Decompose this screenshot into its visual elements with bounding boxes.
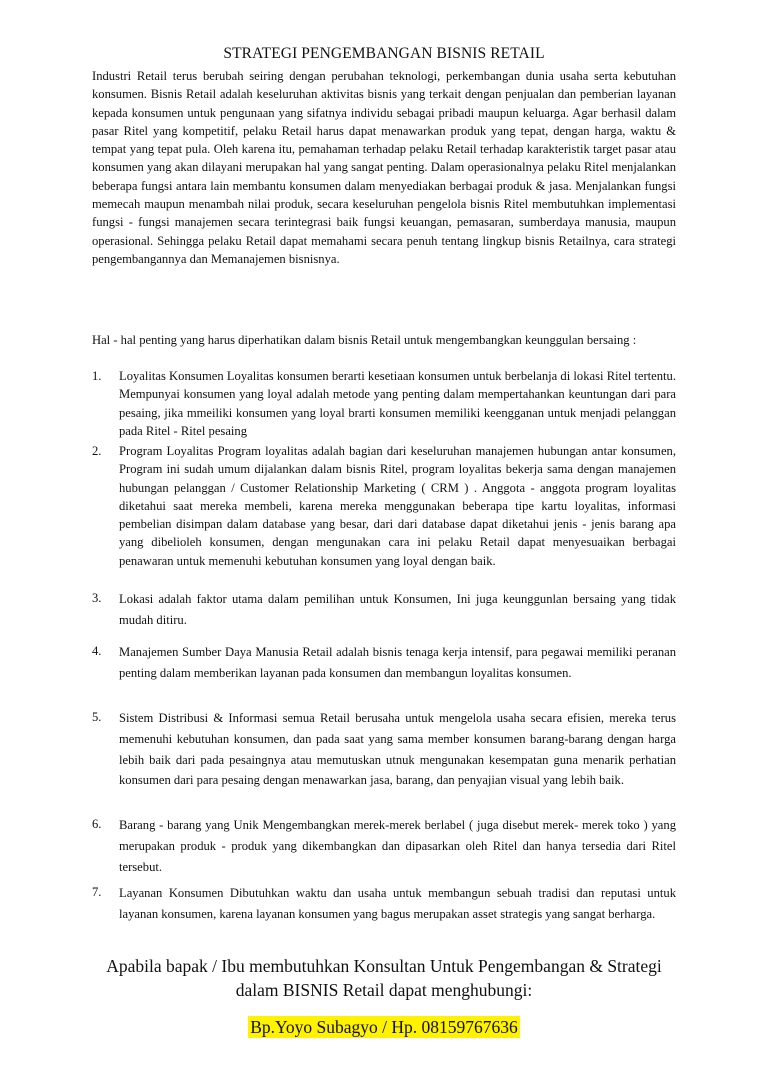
list-item	[92, 815, 676, 877]
list-item-number: 4.	[92, 644, 102, 658]
contact-block	[0, 1016, 768, 1038]
list-item-number: 6.	[92, 817, 102, 831]
list-item-number: 3.	[92, 591, 102, 605]
list-intro-paragraph: Hal - hal penting yang harus diperhatikan dalam bisnis Retail untuk mengembangkan keunggulan bersaing :	[92, 333, 637, 347]
list-item-text: Layanan Konsumen Dibutuhkan waktu dan usaha untuk membangun sebuah tradisi dan reputasi untuk layanan konsumen, karena layanan konsumen yang bagus merupakan asset strategis yang sangat berharga.	[119, 886, 676, 921]
list-item-number: 1.	[92, 369, 102, 383]
list-item	[92, 442, 676, 570]
list-item	[92, 642, 676, 684]
list-item-text: Sistem Distribusi & Informasi semua Retail berusaha untuk mengelola usaha secara efisien, mereka terus memenuhi kebutuhan konsumen, dan pada saat yang sama member konsumen barang-barang dengan harga lebih baik dari pada pesaingnya atau memutuskan utnuk mengunakan kesempatan guna menarik perhatian konsumen dari para pesaing dengan menawarkan jasa, barang, dan penyajian visual yang lebih baik.	[119, 711, 676, 788]
list-item	[92, 883, 676, 925]
list-item	[92, 367, 676, 440]
intro-paragraph: Industri Retail terus berubah seiring dengan perubahan teknologi, perkembangan dunia usaha serta kebutuhan konsumen. Bisnis Retail adalah keseluruhan aktivitas bisnis yang terkait dengan penjualan dan pemberian layanan kepada konsumen untuk pengunaan yang sifatnya individu sebagai pribadi maupun keluarga. Agar berhasil dalam pasar Ritel yang kompetitif, pelaku Retail harus dapat menawarkan produk yang tepat, dengan harga, waktu & tempat yang tepat pula. Oleh karena itu, pemahaman terhadap pelaku Retail terhadap karakteristik target pasar atau konsumen yang akan dilayani merupakan hal yang sangat penting. Dalam operasionalnya pelaku Ritel menjalankan beberapa fungsi antara lain membantu konsumen dalam menyediakan berbagai produk & jasa. Menjalankan fungsi memecah maupun menambah nilai produk, secara keseluruhan pengelola bisnis Ritel membutuhkan implementasi fungsi - fungsi manajemen secara terintegrasi baik fungsi keuangan, pemasaran, sumberdaya manusia, maupun operasional. Sehingga pelaku Retail dapat memahami secara penuh tentang lingkup bisnis Retailnya, cara strategi pengembangannya dan Memanajemen bisnisnya.	[92, 69, 676, 266]
list-item-number: 5.	[92, 710, 102, 724]
list-item-text: Loyalitas Konsumen Loyalitas konsumen berarti kesetiaan konsumen untuk berbelanja di lokasi Ritel tertentu. Mempunyai konsumen yang loyal adalah metode yang penting dalam mempertahankan keuntungan dari para pesaing, jika mmeiliki konsumen yang loyal brarti konsumen memiliki keengganan untuk menjadi pelanggan pada Ritel - Ritel pesaing	[119, 369, 676, 438]
list-item	[92, 589, 676, 631]
list-item-number: 7.	[92, 885, 102, 899]
closing-message	[60, 954, 708, 1002]
list-item-text: Lokasi adalah faktor utama dalam pemilihan untuk Konsumen, Ini juga keunggunlan bersaing yang tidak mudah ditiru.	[119, 592, 676, 627]
page-title: STRATEGI PENGEMBANGAN BISNIS RETAIL	[223, 45, 545, 62]
list-item-text: Program Loyalitas Program loyalitas adalah bagian dari keseluruhan manajemen hubungan antar konsumen, Program ini sudah umum dijalankan dalam bisnis Ritel, program loyalitas bekerja sama dengan manajemen hubungan pelanggan / Customer Relationship Marketing ( CRM ) . Anggota - anggota program loyalitas diketahui saat mereka membeli, karena mereka menggunakan beberapa tipe kartu loyalitas, informasi pembelian disimpan dalam database yang besar, dari dari database dapat diketahui jenis - jenis barang apa yang dibelioleh konsumen, dengan mengunakan cara ini pelaku Retail dapat menyesuaikan berbagai penawaran untuk memenuhi kebutuhan konsumen yang loyal dengan baik.	[119, 444, 676, 568]
closing-line-2: dalam BISNIS Retail dapat menghubungi:	[235, 980, 533, 1000]
list-item-text: Manajemen Sumber Daya Manusia Retail adalah bisnis tenaga kerja intensif, para pegawai memiliki peranan penting dalam memberikan layanan pada konsumen dan membangun loyalitas konsumen.	[119, 645, 676, 680]
closing-line-1: Apabila bapak / Ibu membutuhkan Konsultan Untuk Pengembangan & Strategi	[106, 956, 662, 976]
list-item-number: 2.	[92, 444, 102, 458]
list-item-text: Barang - barang yang Unik Mengembangkan merek-merek berlabel ( juga disebut merek- merek toko ) yang merupakan produk - produk yang dikembangkan dan dipasarkan oleh Ritel dan hanya tersedia dari Ritel tersebut.	[119, 818, 676, 874]
list-item	[92, 708, 676, 791]
contact-highlight: Bp.Yoyo Subagyo / Hp. 08159767636	[250, 1017, 518, 1037]
